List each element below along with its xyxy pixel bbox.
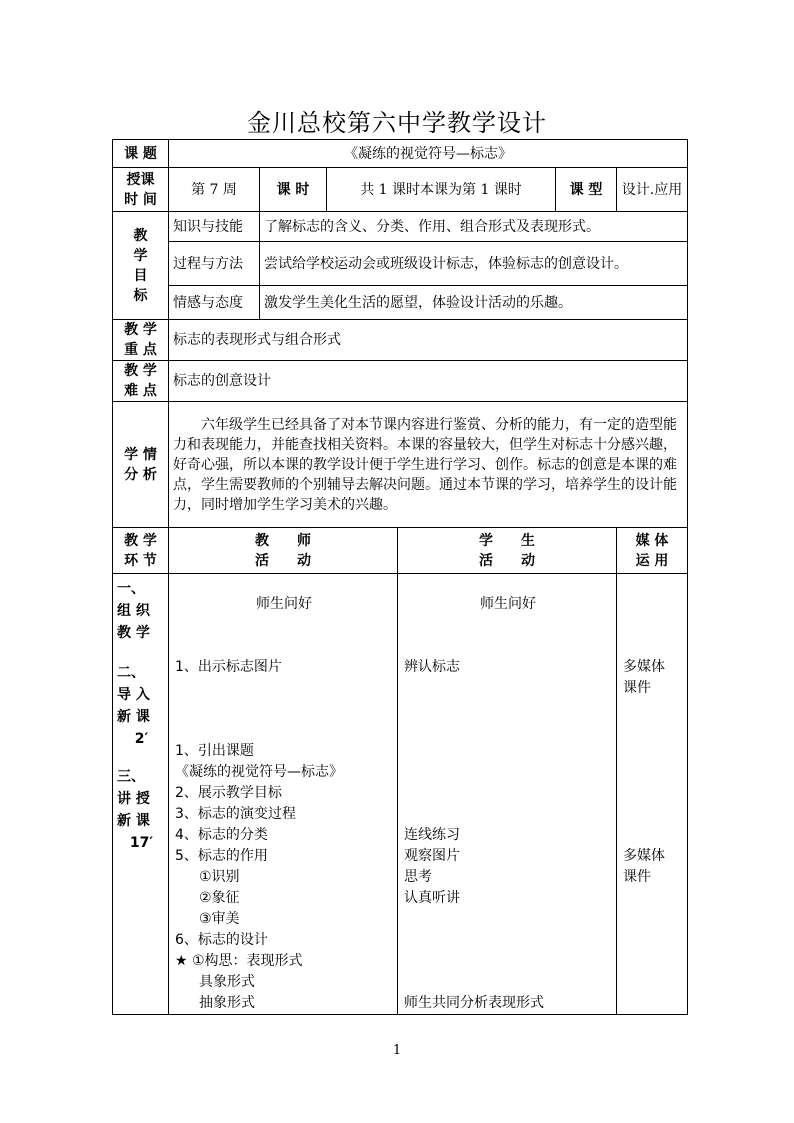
teacher-column <box>169 574 398 1015</box>
teacher-item: 4、标志的分类 <box>175 827 268 843</box>
week-value: 第 7 周 <box>169 168 260 212</box>
difficulty-label-line2: 难 点 <box>124 383 157 399</box>
page-number: 1 <box>392 1043 402 1058</box>
teacher-item: ①识别 <box>199 869 240 885</box>
objective-dimension: 情感与态度 <box>169 286 260 320</box>
type-value: 设计.应用 <box>617 168 688 212</box>
media-header <box>617 528 688 574</box>
teacher-greet: 师生问好 <box>256 596 312 612</box>
media-header-line2: 运 用 <box>635 552 669 569</box>
stage-header <box>113 528 169 574</box>
analysis-row <box>113 402 688 528</box>
student-header-line1: 学 生 <box>479 532 535 549</box>
objectives-label-char: 标 <box>133 287 148 304</box>
analysis-label <box>113 402 169 528</box>
stage2-line3: 新 课 <box>117 709 150 725</box>
student-header-line2: 活 动 <box>479 552 535 569</box>
student-item: 师生共同分析表现形式 <box>404 995 544 1011</box>
time-label <box>113 168 169 212</box>
teacher-header-line1: 教 师 <box>255 532 311 549</box>
teacher-item: 1、引出课题 <box>175 743 254 759</box>
objectives-label-char: 目 <box>133 267 148 284</box>
student-item: 辨认标志 <box>404 659 460 675</box>
difficulty-label <box>113 361 169 402</box>
objective-row-process <box>113 242 688 286</box>
key-point-label-line2: 重 点 <box>124 342 157 358</box>
objective-text: 激发学生美化生活的愿望，体验设计活动的乐趣。 <box>260 286 688 320</box>
teacher-item: 6、标志的设计 <box>175 932 268 948</box>
difficulty-label-line1: 教 学 <box>124 363 157 379</box>
student-item: 观察图片 <box>404 848 460 864</box>
topic-label: 课 题 <box>113 140 169 168</box>
spacer <box>175 678 393 741</box>
objective-text: 尝试给学校运动会或班级设计标志，体验标志的创意设计。 <box>260 242 688 286</box>
process-header-row <box>113 528 688 574</box>
teacher-item: 3、标志的演变过程 <box>175 806 296 822</box>
time-label-line1: 授课 <box>126 171 155 188</box>
stage3-line1: 三、 <box>117 769 145 785</box>
teacher-header-line2: 活 动 <box>255 552 311 569</box>
spacer <box>175 615 393 657</box>
teacher-header <box>169 528 398 574</box>
teacher-item: ★ ①构思：表现形式 <box>175 953 303 969</box>
objective-dimension: 过程与方法 <box>169 242 260 286</box>
key-point-label-line1: 教 学 <box>124 322 157 338</box>
stage-column <box>113 574 169 1015</box>
key-point-row <box>113 320 688 361</box>
teacher-item: 1、出示标志图片 <box>175 659 282 675</box>
type-label: 课 型 <box>556 168 617 212</box>
spacer <box>117 644 166 662</box>
document-title: 金川总校第六中学教学设计 <box>247 109 547 137</box>
objective-text: 了解标志的含义、分类、作用、组合形式及表现形式。 <box>260 212 688 242</box>
stage2-line2: 导 入 <box>117 687 150 703</box>
student-item: 思考 <box>404 869 432 885</box>
media-column <box>617 574 688 1015</box>
objectives-label <box>113 212 169 320</box>
objectives-label-char: 教 <box>133 227 148 244</box>
spacer <box>404 909 612 993</box>
teacher-item: 抽象形式 <box>199 995 255 1011</box>
key-point-text: 标志的表现形式与组合形式 <box>169 320 688 361</box>
student-column <box>398 574 617 1015</box>
teacher-item: 具象形式 <box>199 974 255 990</box>
stage2-line4: 2′ <box>134 731 149 747</box>
media-item: 多媒体 <box>623 659 665 675</box>
media-item: 课件 <box>623 680 651 696</box>
stage3-line2: 讲 授 <box>117 791 150 807</box>
stage-header-line1: 教 学 <box>124 532 157 549</box>
objective-row-knowledge <box>113 212 688 242</box>
analysis-text: 六年级学生已经具备了对本节课内容进行鉴赏、分析的能力，有一定的造型能力和表现能力，并能查找相关资料。本课的容量较大，但学生对标志十分感兴趣，好奇心强，所以本课的教学设计便于学生进行学习、创作。标志的创意是本课的难点，学生需要教师的个别辅导去解决问题。通过本节课的学习，培养学生的设计能力，同时增加学生学习美术的兴趣。 <box>169 402 688 528</box>
time-row <box>113 168 688 212</box>
stage3-line3: 新 课 <box>117 813 150 829</box>
teacher-item: 2、展示教学目标 <box>175 785 282 801</box>
stage1-line3: 教 学 <box>117 625 150 641</box>
student-item: 连线练习 <box>404 827 460 843</box>
spacer <box>117 750 166 766</box>
difficulty-row <box>113 361 688 402</box>
student-greet: 师生问好 <box>480 596 536 612</box>
stage1-line1: 一、 <box>117 581 145 597</box>
media-item: 课件 <box>623 869 651 885</box>
period-label: 课 时 <box>260 168 327 212</box>
spacer <box>623 594 683 657</box>
student-header <box>398 528 617 574</box>
analysis-label-line2: 分 析 <box>124 466 157 483</box>
topic-value: 《凝练的视觉符号—标志》 <box>169 140 688 168</box>
period-value: 共 1 课时本课为第 1 课时 <box>327 168 556 212</box>
objectives-label-char: 学 <box>133 247 148 264</box>
spacer <box>623 699 683 846</box>
stage2-line1: 二、 <box>117 665 145 681</box>
objective-dimension: 知识与技能 <box>169 212 260 242</box>
teacher-item: ③审美 <box>199 911 240 927</box>
student-item: 认真听讲 <box>404 890 460 906</box>
media-header-line1: 媒 体 <box>635 532 669 549</box>
teacher-item: ②象征 <box>199 890 240 906</box>
process-body-row <box>113 574 688 1015</box>
stage3-line4: 17′ <box>129 835 154 851</box>
time-label-line2: 时 间 <box>124 191 157 208</box>
media-item: 多媒体 <box>623 848 665 864</box>
spacer <box>404 678 612 825</box>
lesson-plan-table <box>112 139 688 1015</box>
difficulty-text: 标志的创意设计 <box>169 361 688 402</box>
objective-row-emotion <box>113 286 688 320</box>
teacher-item: 5、标志的作用 <box>175 848 268 864</box>
analysis-label-line1: 学 情 <box>124 446 157 463</box>
topic-row <box>113 140 688 168</box>
key-point-label <box>113 320 169 361</box>
teacher-item: 《凝练的视觉符号—标志》 <box>175 764 343 780</box>
spacer <box>404 615 612 657</box>
stage1-line2: 组 织 <box>117 603 150 619</box>
stage-header-line2: 环 节 <box>124 552 157 569</box>
